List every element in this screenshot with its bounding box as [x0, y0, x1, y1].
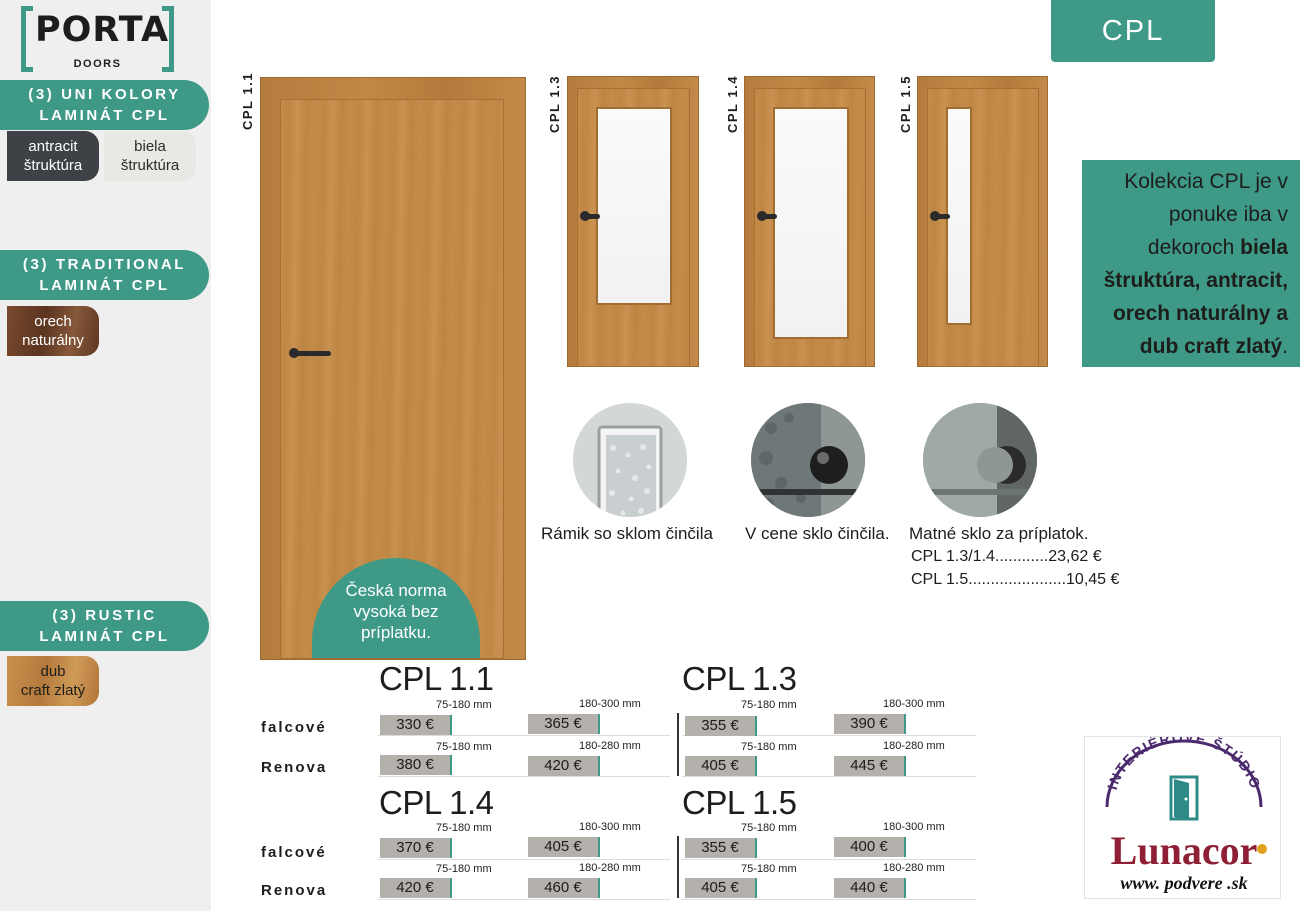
cpl-header-tab: CPL	[1051, 0, 1215, 62]
price-cpl-1-5-renova-small: 405 €	[685, 878, 757, 898]
price-cpl-1-1-falc-large: 365 €	[528, 714, 600, 734]
info-text: Kolekcia CPL je v ponuke iba v dekoroch	[1124, 170, 1288, 259]
size-label: 180-280 mm	[883, 862, 945, 874]
collection-info-box	[1082, 160, 1300, 367]
price-cpl-1-1-renova-small: 380 €	[380, 755, 452, 775]
price-title-cpl-1-4: CPL 1.4	[379, 784, 494, 821]
size-label: 180-280 mm	[579, 862, 641, 874]
table-separator	[677, 836, 679, 898]
section-uni-kolory	[0, 80, 209, 130]
size-label: 75-180 mm	[436, 863, 492, 875]
swatch-label: orech	[34, 313, 72, 330]
chinchilla-glass-sample-image	[751, 403, 865, 517]
price-cpl-1-1-falc-small: 330 €	[380, 715, 452, 735]
matte-glass-price-cpl-1-5: CPL 1.5......................10,45 €	[911, 571, 1120, 588]
size-label: 75-180 mm	[741, 699, 797, 711]
price-cpl-1-4-falc-large: 405 €	[528, 837, 600, 857]
price-cpl-1-5-renova-large: 440 €	[834, 878, 906, 898]
door-label-cpl-1-3: CPL 1.3	[547, 75, 562, 133]
row-divider	[378, 899, 670, 900]
price-cpl-1-5-falc-small: 355 €	[685, 838, 757, 858]
info-decors: biela štruktúra, antracit, orech naturálny a dub craft zlatý	[1103, 236, 1288, 358]
row-label-renova: Renova	[261, 759, 328, 776]
swatch-biela	[104, 131, 196, 181]
lunacor-logo-svg	[1085, 737, 1282, 900]
price-title-cpl-1-1: CPL 1.1	[379, 660, 494, 697]
door-glass	[596, 107, 672, 305]
row-label-falcove: falcové	[261, 719, 327, 736]
sidebar	[0, 0, 211, 911]
price-cpl-1-4-falc-small: 370 €	[380, 838, 452, 858]
size-label: 75-180 mm	[436, 822, 492, 834]
size-label: 75-180 mm	[436, 741, 492, 753]
door-cpl-1-3	[567, 76, 699, 367]
table-separator	[677, 713, 679, 776]
section-subtitle: LAMINÁT CPL	[39, 107, 170, 124]
logo-subtitle: DOORS	[73, 58, 122, 70]
dealer-name: Lunacor	[1110, 828, 1258, 873]
door-cpl-1-5	[917, 76, 1048, 367]
size-label: 180-300 mm	[883, 821, 945, 833]
porta-doors-logo	[21, 6, 174, 72]
row-divider	[378, 735, 670, 736]
size-label: 180-280 mm	[579, 740, 641, 752]
caption-chinchilla-glass: V cene sklo činčila.	[745, 524, 890, 543]
row-label-renova: Renova	[261, 882, 328, 899]
info-end: .	[1282, 335, 1288, 358]
row-divider	[378, 859, 670, 860]
row-divider	[682, 899, 976, 900]
size-label: 75-180 mm	[741, 741, 797, 753]
door-label-cpl-1-4: CPL 1.4	[725, 75, 740, 133]
chinchilla-glass-sample-svg	[751, 403, 865, 517]
price-title-cpl-1-5: CPL 1.5	[682, 784, 797, 821]
section-title: (3) UNI KOLORY	[28, 86, 181, 103]
logo-wordmark: PORTA	[35, 10, 170, 50]
price-cpl-1-3-falc-small: 355 €	[685, 716, 757, 736]
swatch-label: biela	[134, 138, 166, 155]
swatch-dub	[7, 656, 99, 706]
door-handle	[582, 214, 600, 219]
size-label: 180-300 mm	[579, 821, 641, 833]
section-traditional	[0, 250, 209, 300]
door-label-cpl-1-5: CPL 1.5	[898, 75, 913, 133]
price-cpl-1-4-renova-small: 420 €	[380, 878, 452, 898]
swatch-label: craft zlatý	[20, 682, 86, 699]
price-cpl-1-3-renova-small: 405 €	[685, 756, 757, 776]
size-label: 180-280 mm	[883, 740, 945, 752]
swatch-orech	[7, 306, 99, 356]
glass-frame-sample-svg	[573, 403, 687, 517]
row-divider	[682, 776, 976, 777]
section-subtitle: LAMINÁT CPL	[39, 628, 170, 645]
swatch-label: štruktúra	[120, 157, 180, 174]
swatch-label: štruktúra	[23, 157, 83, 174]
lunacor-dealer-logo	[1084, 736, 1281, 899]
dealer-url: www. podvere .sk	[1120, 873, 1248, 893]
matte-glass-sample-svg	[923, 403, 1037, 517]
row-label-falcove: falcové	[261, 844, 327, 861]
swatch-label: dub	[40, 663, 66, 680]
size-label: 75-180 mm	[436, 699, 492, 711]
size-label: 75-180 mm	[741, 822, 797, 834]
door-cpl-1-4	[744, 76, 875, 367]
matte-glass-price-cpl-1-3-1-4: CPL 1.3/1.4............23,62 €	[911, 548, 1102, 565]
caption-glass-frame: Rámik so sklom činčila	[541, 524, 713, 543]
section-rustic	[0, 601, 209, 651]
door-glass	[773, 107, 849, 339]
size-label: 180-300 mm	[579, 698, 641, 710]
swatch-antracit	[7, 131, 99, 181]
caption-matte-glass: Matné sklo za príplatok.	[909, 524, 1089, 543]
door-handle	[932, 214, 950, 219]
row-divider	[378, 776, 670, 777]
door-icon	[1171, 777, 1197, 819]
price-cpl-1-1-renova-large: 420 €	[528, 756, 600, 776]
glass-frame-sample-image	[573, 403, 687, 517]
price-cpl-1-4-renova-large: 460 €	[528, 878, 600, 898]
sun-dot-icon	[1257, 844, 1267, 854]
swatch-label: naturálny	[22, 332, 84, 349]
matte-glass-sample-image	[923, 403, 1037, 517]
norm-text: príplatku.	[361, 623, 431, 642]
door-handle	[291, 351, 331, 356]
price-cpl-1-5-falc-large: 400 €	[834, 837, 906, 857]
norm-text: Česká norma	[345, 581, 447, 600]
dealer-arc-text: INTERIÉROVÉ ŠTÚDIO	[1103, 737, 1265, 792]
section-title: (3) TRADITIONAL	[22, 256, 187, 273]
door-leaf	[927, 88, 1039, 367]
row-divider	[682, 859, 976, 860]
price-cpl-1-3-renova-large: 445 €	[834, 756, 906, 776]
norm-text: vysoká bez	[353, 602, 439, 621]
price-title-cpl-1-3: CPL 1.3	[682, 660, 797, 697]
swatch-label: antracit	[28, 138, 78, 155]
section-subtitle: LAMINÁT CPL	[39, 277, 170, 294]
price-cpl-1-3-falc-large: 390 €	[834, 714, 906, 734]
size-label: 75-180 mm	[741, 863, 797, 875]
door-label-cpl-1-1: CPL 1.1	[240, 72, 255, 130]
door-handle	[759, 214, 777, 219]
size-label: 180-300 mm	[883, 698, 945, 710]
section-title: (3) RUSTIC	[52, 607, 157, 624]
